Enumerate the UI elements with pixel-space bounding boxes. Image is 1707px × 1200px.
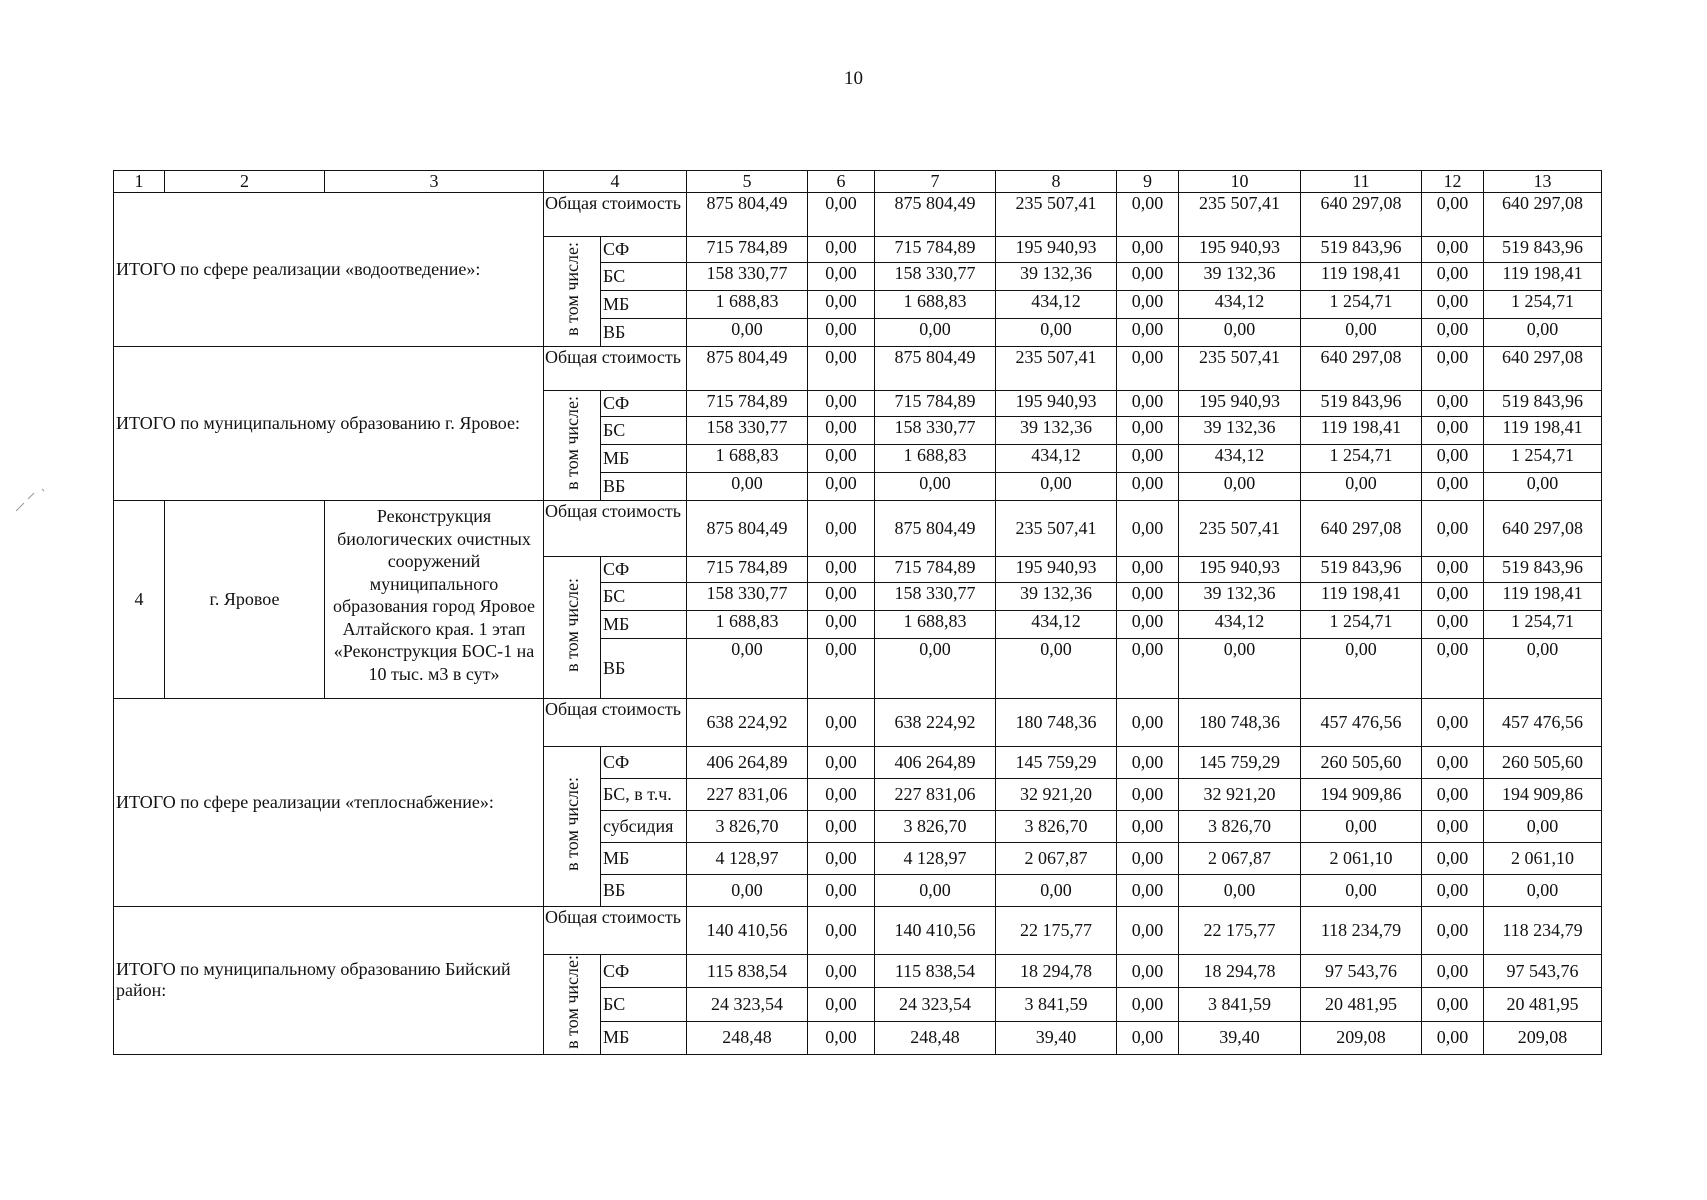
block-total-row	[114, 347, 1602, 391]
value-cell: 195 940,93	[996, 557, 1117, 583]
funding-source-label: МБ	[601, 445, 687, 473]
value-cell: 0,00	[808, 747, 875, 779]
value-cell: 20 481,95	[1484, 988, 1602, 1021]
including-text: в том числе:	[561, 396, 582, 490]
col-header: 13	[1484, 171, 1602, 193]
value-cell: 0,00	[808, 988, 875, 1021]
value-cell: 638 224,92	[875, 699, 996, 747]
value-cell: 715 784,89	[875, 391, 996, 417]
value-cell: 0,00	[875, 639, 996, 699]
value-cell: 0,00	[808, 699, 875, 747]
value-cell: 0,00	[808, 557, 875, 583]
col-header: 9	[1117, 171, 1179, 193]
block-title: ИТОГО по сфере реализации «водоотведение»:	[114, 193, 544, 347]
value-cell: 0,00	[1117, 639, 1179, 699]
funding-source-label: БС	[601, 417, 687, 445]
value-cell: 3 826,70	[1179, 811, 1301, 843]
value-cell: 2 067,87	[1179, 843, 1301, 875]
including-text: в том числе:	[561, 578, 582, 672]
header-row	[114, 171, 1602, 193]
value-cell: 0,00	[687, 875, 808, 907]
value-cell: 519 843,96	[1301, 557, 1422, 583]
value-cell: 875 804,49	[687, 193, 808, 237]
funding-source-label: БС	[601, 988, 687, 1021]
col-header: 1	[114, 171, 165, 193]
value-cell: 158 330,77	[687, 263, 808, 291]
value-cell: 0,00	[1301, 875, 1422, 907]
funding-source-label: ВБ	[601, 319, 687, 347]
value-cell: 32 921,20	[996, 779, 1117, 811]
value-cell: 715 784,89	[875, 237, 996, 263]
value-cell: 32 921,20	[1179, 779, 1301, 811]
value-cell: 0,00	[1422, 907, 1484, 955]
value-cell: 235 507,41	[996, 501, 1117, 557]
value-cell: 0,00	[1301, 639, 1422, 699]
value-cell: 0,00	[1117, 193, 1179, 237]
value-cell: 0,00	[808, 907, 875, 955]
value-cell: 640 297,08	[1301, 347, 1422, 391]
value-cell: 0,00	[808, 501, 875, 557]
value-cell: 434,12	[1179, 445, 1301, 473]
value-cell: 0,00	[1484, 875, 1602, 907]
block-title: ИТОГО по муниципальному образованию г. Яровое:	[114, 347, 544, 501]
funding-source-label: МБ	[601, 611, 687, 639]
value-cell: 875 804,49	[687, 501, 808, 557]
value-cell: 119 198,41	[1301, 263, 1422, 291]
value-cell: 0,00	[687, 473, 808, 501]
value-cell: 195 940,93	[1179, 237, 1301, 263]
funding-source-label: БС, в т.ч.	[601, 779, 687, 811]
value-cell: 0,00	[1422, 811, 1484, 843]
value-cell: 715 784,89	[687, 237, 808, 263]
value-cell: 194 909,86	[1484, 779, 1602, 811]
total-cost-label: Общая стоимость	[544, 699, 687, 747]
funding-source-label: субсидия	[601, 811, 687, 843]
value-cell: 24 323,54	[875, 988, 996, 1021]
col-header: 8	[996, 171, 1117, 193]
value-cell: 640 297,08	[1301, 501, 1422, 557]
value-cell: 875 804,49	[687, 347, 808, 391]
value-cell: 1 688,83	[687, 291, 808, 319]
value-cell: 0,00	[1117, 779, 1179, 811]
value-cell: 1 688,83	[875, 291, 996, 319]
value-cell: 180 748,36	[996, 699, 1117, 747]
value-cell: 434,12	[996, 445, 1117, 473]
value-cell: 39 132,36	[996, 417, 1117, 445]
value-cell: 0,00	[1422, 639, 1484, 699]
value-cell: 0,00	[1117, 1021, 1179, 1054]
value-cell: 235 507,41	[996, 193, 1117, 237]
value-cell: 519 843,96	[1484, 557, 1602, 583]
including-label	[544, 391, 601, 501]
value-cell: 0,00	[808, 473, 875, 501]
value-cell: 715 784,89	[687, 391, 808, 417]
value-cell: 235 507,41	[1179, 501, 1301, 557]
value-cell: 0,00	[1117, 263, 1179, 291]
value-cell: 1 254,71	[1301, 445, 1422, 473]
col-header: 6	[808, 171, 875, 193]
value-cell: 0,00	[875, 319, 996, 347]
value-cell: 0,00	[1179, 473, 1301, 501]
value-cell: 638 224,92	[687, 699, 808, 747]
value-cell: 0,00	[808, 639, 875, 699]
value-cell: 0,00	[1422, 291, 1484, 319]
value-cell: 0,00	[808, 843, 875, 875]
value-cell: 248,48	[687, 1021, 808, 1054]
value-cell: 1 254,71	[1484, 291, 1602, 319]
value-cell: 0,00	[1484, 639, 1602, 699]
value-cell: 180 748,36	[1179, 699, 1301, 747]
value-cell: 0,00	[1422, 955, 1484, 988]
value-cell: 457 476,56	[1484, 699, 1602, 747]
value-cell: 119 198,41	[1301, 583, 1422, 611]
item-number: 4	[114, 501, 165, 699]
value-cell: 39 132,36	[996, 263, 1117, 291]
value-cell: 0,00	[808, 611, 875, 639]
value-cell: 875 804,49	[875, 347, 996, 391]
including-label	[544, 237, 601, 347]
value-cell: 0,00	[1117, 347, 1179, 391]
value-cell: 0,00	[1422, 319, 1484, 347]
value-cell: 119 198,41	[1484, 263, 1602, 291]
value-cell: 0,00	[808, 391, 875, 417]
value-cell: 0,00	[1179, 639, 1301, 699]
value-cell: 97 543,76	[1301, 955, 1422, 988]
value-cell: 0,00	[996, 639, 1117, 699]
value-cell: 0,00	[1117, 699, 1179, 747]
value-cell: 1 254,71	[1484, 445, 1602, 473]
value-cell: 39,40	[996, 1021, 1117, 1054]
value-cell: 235 507,41	[996, 347, 1117, 391]
value-cell: 260 505,60	[1484, 747, 1602, 779]
value-cell: 434,12	[996, 291, 1117, 319]
value-cell: 0,00	[1117, 319, 1179, 347]
value-cell: 434,12	[1179, 291, 1301, 319]
value-cell: 20 481,95	[1301, 988, 1422, 1021]
value-cell: 0,00	[1117, 811, 1179, 843]
value-cell: 0,00	[1301, 473, 1422, 501]
value-cell: 640 297,08	[1484, 501, 1602, 557]
block-total-row	[114, 193, 1602, 237]
value-cell: 0,00	[808, 417, 875, 445]
funding-source-label: МБ	[601, 843, 687, 875]
value-cell: 2 061,10	[1484, 843, 1602, 875]
value-cell: 260 505,60	[1301, 747, 1422, 779]
value-cell: 875 804,49	[875, 501, 996, 557]
value-cell: 0,00	[808, 583, 875, 611]
funding-source-label: ВБ	[601, 639, 687, 699]
value-cell: 158 330,77	[875, 417, 996, 445]
value-cell: 519 843,96	[1301, 391, 1422, 417]
value-cell: 3 826,70	[996, 811, 1117, 843]
value-cell: 0,00	[1422, 699, 1484, 747]
value-cell: 0,00	[1117, 391, 1179, 417]
value-cell: 0,00	[1422, 843, 1484, 875]
value-cell: 22 175,77	[996, 907, 1117, 955]
value-cell: 119 198,41	[1484, 417, 1602, 445]
value-cell: 0,00	[808, 779, 875, 811]
value-cell: 0,00	[875, 875, 996, 907]
value-cell: 227 831,06	[687, 779, 808, 811]
value-cell: 640 297,08	[1484, 193, 1602, 237]
value-cell: 0,00	[1301, 319, 1422, 347]
including-label	[544, 747, 601, 907]
value-cell: 519 843,96	[1484, 391, 1602, 417]
funding-source-label: СФ	[601, 955, 687, 988]
value-cell: 140 410,56	[687, 907, 808, 955]
value-cell: 0,00	[1117, 907, 1179, 955]
value-cell: 0,00	[808, 263, 875, 291]
value-cell: 0,00	[1117, 747, 1179, 779]
value-cell: 1 688,83	[875, 445, 996, 473]
value-cell: 519 843,96	[1484, 237, 1602, 263]
value-cell: 39 132,36	[1179, 583, 1301, 611]
value-cell: 158 330,77	[687, 417, 808, 445]
total-cost-label: Общая стоимость	[544, 347, 687, 391]
including-label	[544, 557, 601, 699]
value-cell: 0,00	[1422, 263, 1484, 291]
page-number: 10	[844, 68, 863, 89]
item-city: г. Яровое	[165, 501, 325, 699]
value-cell: 2 067,87	[996, 843, 1117, 875]
funding-source-label: СФ	[601, 747, 687, 779]
value-cell: 1 254,71	[1484, 611, 1602, 639]
value-cell: 0,00	[1117, 843, 1179, 875]
value-cell: 118 234,79	[1301, 907, 1422, 955]
value-cell: 1 688,83	[687, 445, 808, 473]
value-cell: 0,00	[808, 319, 875, 347]
value-cell: 0,00	[1422, 1021, 1484, 1054]
col-header: 10	[1179, 171, 1301, 193]
total-cost-label: Общая стоимость	[544, 193, 687, 237]
value-cell: 195 940,93	[996, 391, 1117, 417]
value-cell: 39 132,36	[1179, 263, 1301, 291]
value-cell: 18 294,78	[996, 955, 1117, 988]
value-cell: 195 940,93	[1179, 557, 1301, 583]
including-label	[544, 955, 601, 1055]
value-cell: 158 330,77	[875, 263, 996, 291]
value-cell: 0,00	[1117, 988, 1179, 1021]
funding-source-label: МБ	[601, 291, 687, 319]
value-cell: 0,00	[1117, 875, 1179, 907]
col-header: 4	[544, 171, 687, 193]
value-cell: 1 688,83	[687, 611, 808, 639]
value-cell: 0,00	[1422, 391, 1484, 417]
budget-table	[113, 170, 1602, 1055]
value-cell: 140 410,56	[875, 907, 996, 955]
value-cell: 145 759,29	[1179, 747, 1301, 779]
value-cell: 0,00	[875, 473, 996, 501]
block-total-row	[114, 699, 1602, 747]
funding-source-label: СФ	[601, 237, 687, 263]
value-cell: 194 909,86	[1301, 779, 1422, 811]
value-cell: 3 826,70	[687, 811, 808, 843]
value-cell: 248,48	[875, 1021, 996, 1054]
value-cell: 0,00	[1117, 583, 1179, 611]
total-cost-label: Общая стоимость	[544, 907, 687, 955]
value-cell: 0,00	[1422, 417, 1484, 445]
value-cell: 119 198,41	[1301, 417, 1422, 445]
value-cell: 0,00	[1117, 445, 1179, 473]
value-cell: 0,00	[1422, 611, 1484, 639]
value-cell: 640 297,08	[1484, 347, 1602, 391]
value-cell: 0,00	[687, 639, 808, 699]
value-cell: 3 841,59	[1179, 988, 1301, 1021]
value-cell: 0,00	[1117, 557, 1179, 583]
col-header: 3	[325, 171, 544, 193]
value-cell: 0,00	[808, 347, 875, 391]
value-cell: 0,00	[996, 875, 1117, 907]
value-cell: 715 784,89	[875, 557, 996, 583]
col-header: 11	[1301, 171, 1422, 193]
value-cell: 158 330,77	[875, 583, 996, 611]
funding-source-label: БС	[601, 263, 687, 291]
value-cell: 0,00	[1117, 955, 1179, 988]
value-cell: 0,00	[808, 237, 875, 263]
value-cell: 4 128,97	[687, 843, 808, 875]
value-cell: 158 330,77	[687, 583, 808, 611]
including-text: в том числе:	[561, 242, 582, 336]
col-header: 12	[1422, 171, 1484, 193]
block-total-row	[114, 501, 1602, 557]
value-cell: 195 940,93	[1179, 391, 1301, 417]
value-cell: 0,00	[1422, 501, 1484, 557]
item-project: Реконструкция биологических очистных сооружений муниципального образования город Яровое Алтайского края. 1 этап «Реконструкция БОС-1 на 10 тыс. м3 в сут»	[325, 501, 544, 699]
value-cell: 434,12	[1179, 611, 1301, 639]
value-cell: 0,00	[808, 1021, 875, 1054]
scan-artifact	[14, 485, 54, 515]
value-cell: 0,00	[1117, 473, 1179, 501]
value-cell: 4 128,97	[875, 843, 996, 875]
value-cell: 0,00	[808, 445, 875, 473]
value-cell: 3 841,59	[996, 988, 1117, 1021]
value-cell: 0,00	[1484, 811, 1602, 843]
value-cell: 434,12	[996, 611, 1117, 639]
value-cell: 1 688,83	[875, 611, 996, 639]
value-cell: 0,00	[808, 193, 875, 237]
value-cell: 195 940,93	[996, 237, 1117, 263]
value-cell: 97 543,76	[1484, 955, 1602, 988]
funding-source-label: БС	[601, 583, 687, 611]
value-cell: 875 804,49	[875, 193, 996, 237]
col-header: 7	[875, 171, 996, 193]
value-cell: 0,00	[1117, 501, 1179, 557]
value-cell: 235 507,41	[1179, 347, 1301, 391]
value-cell: 0,00	[1422, 347, 1484, 391]
value-cell: 0,00	[1117, 237, 1179, 263]
including-text: в том числе:	[562, 955, 582, 1049]
value-cell: 0,00	[1422, 779, 1484, 811]
including-text: в том числе:	[561, 777, 582, 871]
block-title: ИТОГО по сфере реализации «теплоснабжение»:	[114, 699, 544, 907]
value-cell: 115 838,54	[687, 955, 808, 988]
value-cell: 2 061,10	[1301, 843, 1422, 875]
value-cell: 0,00	[808, 875, 875, 907]
value-cell: 22 175,77	[1179, 907, 1301, 955]
value-cell: 39,40	[1179, 1021, 1301, 1054]
value-cell: 39 132,36	[996, 583, 1117, 611]
value-cell: 115 838,54	[875, 955, 996, 988]
value-cell: 39 132,36	[1179, 417, 1301, 445]
value-cell: 0,00	[1422, 445, 1484, 473]
value-cell: 0,00	[1484, 473, 1602, 501]
value-cell: 0,00	[1422, 875, 1484, 907]
value-cell: 118 234,79	[1484, 907, 1602, 955]
value-cell: 0,00	[996, 319, 1117, 347]
col-header: 5	[687, 171, 808, 193]
block-total-row	[114, 907, 1602, 955]
funding-source-label: СФ	[601, 557, 687, 583]
value-cell: 0,00	[1117, 291, 1179, 319]
total-cost-label: Общая стоимость	[544, 501, 687, 557]
value-cell: 0,00	[1422, 557, 1484, 583]
block-title: ИТОГО по муниципальному образованию Бийский район:	[114, 907, 544, 1055]
value-cell: 0,00	[808, 811, 875, 843]
col-header: 2	[165, 171, 325, 193]
value-cell: 209,08	[1484, 1021, 1602, 1054]
value-cell: 406 264,89	[875, 747, 996, 779]
value-cell: 0,00	[1422, 193, 1484, 237]
value-cell: 227 831,06	[875, 779, 996, 811]
value-cell: 24 323,54	[687, 988, 808, 1021]
value-cell: 209,08	[1301, 1021, 1422, 1054]
funding-source-label: СФ	[601, 391, 687, 417]
value-cell: 0,00	[808, 955, 875, 988]
value-cell: 0,00	[996, 473, 1117, 501]
value-cell: 235 507,41	[1179, 193, 1301, 237]
value-cell: 18 294,78	[1179, 955, 1301, 988]
value-cell: 3 826,70	[875, 811, 996, 843]
value-cell: 0,00	[1117, 611, 1179, 639]
value-cell: 640 297,08	[1301, 193, 1422, 237]
value-cell: 145 759,29	[996, 747, 1117, 779]
funding-source-label: ВБ	[601, 473, 687, 501]
funding-source-label: МБ	[601, 1021, 687, 1054]
value-cell: 0,00	[1117, 417, 1179, 445]
value-cell: 1 254,71	[1301, 611, 1422, 639]
value-cell: 0,00	[1484, 319, 1602, 347]
value-cell: 0,00	[1422, 473, 1484, 501]
value-cell: 406 264,89	[687, 747, 808, 779]
value-cell: 1 254,71	[1301, 291, 1422, 319]
value-cell: 0,00	[1422, 583, 1484, 611]
value-cell: 0,00	[1422, 237, 1484, 263]
value-cell: 0,00	[1301, 811, 1422, 843]
value-cell: 0,00	[1422, 747, 1484, 779]
value-cell: 0,00	[808, 291, 875, 319]
value-cell: 457 476,56	[1301, 699, 1422, 747]
value-cell: 0,00	[1179, 875, 1301, 907]
value-cell: 0,00	[687, 319, 808, 347]
value-cell: 519 843,96	[1301, 237, 1422, 263]
value-cell: 715 784,89	[687, 557, 808, 583]
value-cell: 119 198,41	[1484, 583, 1602, 611]
funding-source-label: ВБ	[601, 875, 687, 907]
value-cell: 0,00	[1179, 319, 1301, 347]
value-cell: 0,00	[1422, 988, 1484, 1021]
